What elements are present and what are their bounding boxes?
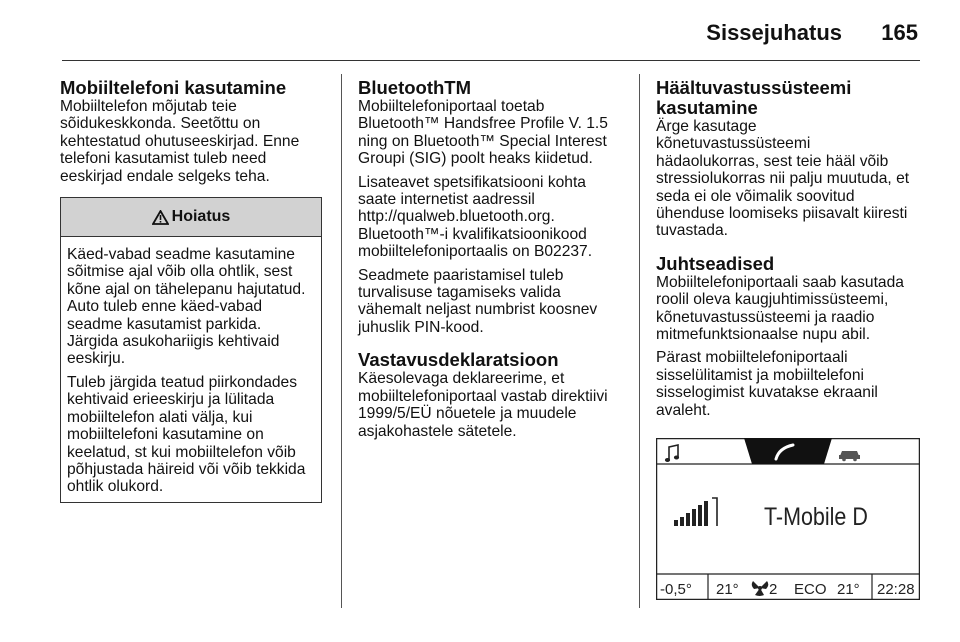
fan-level: 2 xyxy=(769,581,778,598)
clock: 22:28 xyxy=(877,581,915,598)
paragraph: Käesolevaga deklareerime, et mobiiltelefoniportaal vastab direktiivi 1999/5/EÜ nõuetele ja muudele asjakohastele sätetele. xyxy=(358,370,608,440)
temperature-left: 21° xyxy=(716,581,739,598)
page-header xyxy=(62,18,920,61)
intro-paragraph: Mobiiltelefon mõjutab teie sõidukeskkonda. Seetõttu on kehtestatud ohutuseeskirjad. Enne telefoni kasutamist tuleb need eeskirjad endale selgeks teha. xyxy=(60,98,300,185)
operator-name: T-Mobile D xyxy=(764,502,868,531)
warning-paragraph: Käed-vabad seadme kasutamine sõitmise ajal võib olla ohtlik, sest kõne ajal on tähelepanu hajutatud. Auto tuleb enne käed-vabad seadme kasutamist parkida. Järgida asukohariigis kehtivaid eeskirju. xyxy=(67,246,306,368)
warning-box xyxy=(60,197,322,503)
paragraph: Pärast mobiiltelefoniportaali sisselülitamist ja mobiiltelefoni sisselogimist kuvatakse ekraanil avaleht. xyxy=(656,349,878,419)
paragraph: Seadmete paaristamisel tuleb turvalisuse tagamiseks valida vähemalt neljast numbrist koosnev juhuslik PIN-kood. xyxy=(358,266,598,336)
phone-portal-display xyxy=(656,438,920,600)
active-phone-tab xyxy=(744,438,832,464)
section-heading-voice-recognition: Häältuvastussüsteemi kasutamine xyxy=(656,77,852,118)
column-3 xyxy=(656,78,924,425)
paragraph: Lisateavet spetsifikatsiooni kohta saate internetist aadressil http://qualweb.bluetooth.org. Bluetooth™-i kvalifikatsioonikood mobiiltelefoniportaalis on B02237. xyxy=(358,173,593,261)
page-number: 165 xyxy=(881,20,918,45)
column-2 xyxy=(358,78,620,446)
section-heading-mobile-phone: Mobiiltelefoni kasutamine xyxy=(60,77,287,98)
page-title: Sissejuhatus xyxy=(706,20,842,45)
section-heading-controls: Juhtseadised xyxy=(656,252,775,274)
eco-indicator: ECO xyxy=(794,581,827,598)
section-heading-bluetooth: BluetoothTM xyxy=(358,77,472,98)
warning-triangle-icon xyxy=(152,210,169,225)
paragraph: Ärge kasutage kõnetuvastussüsteemi hädaolukorras, sest teie hääl võib stressiolukorras nii palju muutuda, et seda ei ole võimalik soovitud ühenduse loomiseks piisavalt kiiresti tuvastada. xyxy=(656,118,910,240)
column-divider xyxy=(341,74,342,608)
temperature-right: 21° xyxy=(837,581,860,598)
paragraph: Mobiiltelefoniportaali saab kasutada roolil oleva kaugjuhtimissüsteemi, kõnetuvastussüsteemi ja raadio mitmefunktsionaalse nupu abil. xyxy=(656,273,904,344)
warning-title: Hoiatus xyxy=(171,208,231,226)
column-1 xyxy=(60,78,322,503)
section-heading-declaration: Vastavusdeklaratsioon xyxy=(358,349,559,371)
column-divider xyxy=(639,74,640,608)
warning-paragraph: Tuleb järgida teatud piirkondades kehtivaid erieeskirju ja lülitada mobiiltelefon alati välja, kui mobiiltelefoni kasutamine on keelatud, st kui mobiiltelefon võib põhjustada häireid või võib tekkida ohtlik olukord. xyxy=(67,373,306,496)
paragraph: Mobiiltelefoniportaal toetab Bluetooth™ Handsfree Profile V. 1.5 ning on Bluetooth™ Special Interest Groupi (SIG) poolt heaks kiidetud. xyxy=(358,98,608,168)
outside-temperature: -0,5° xyxy=(660,581,692,598)
warning-body xyxy=(61,237,321,502)
warning-header xyxy=(61,198,321,237)
